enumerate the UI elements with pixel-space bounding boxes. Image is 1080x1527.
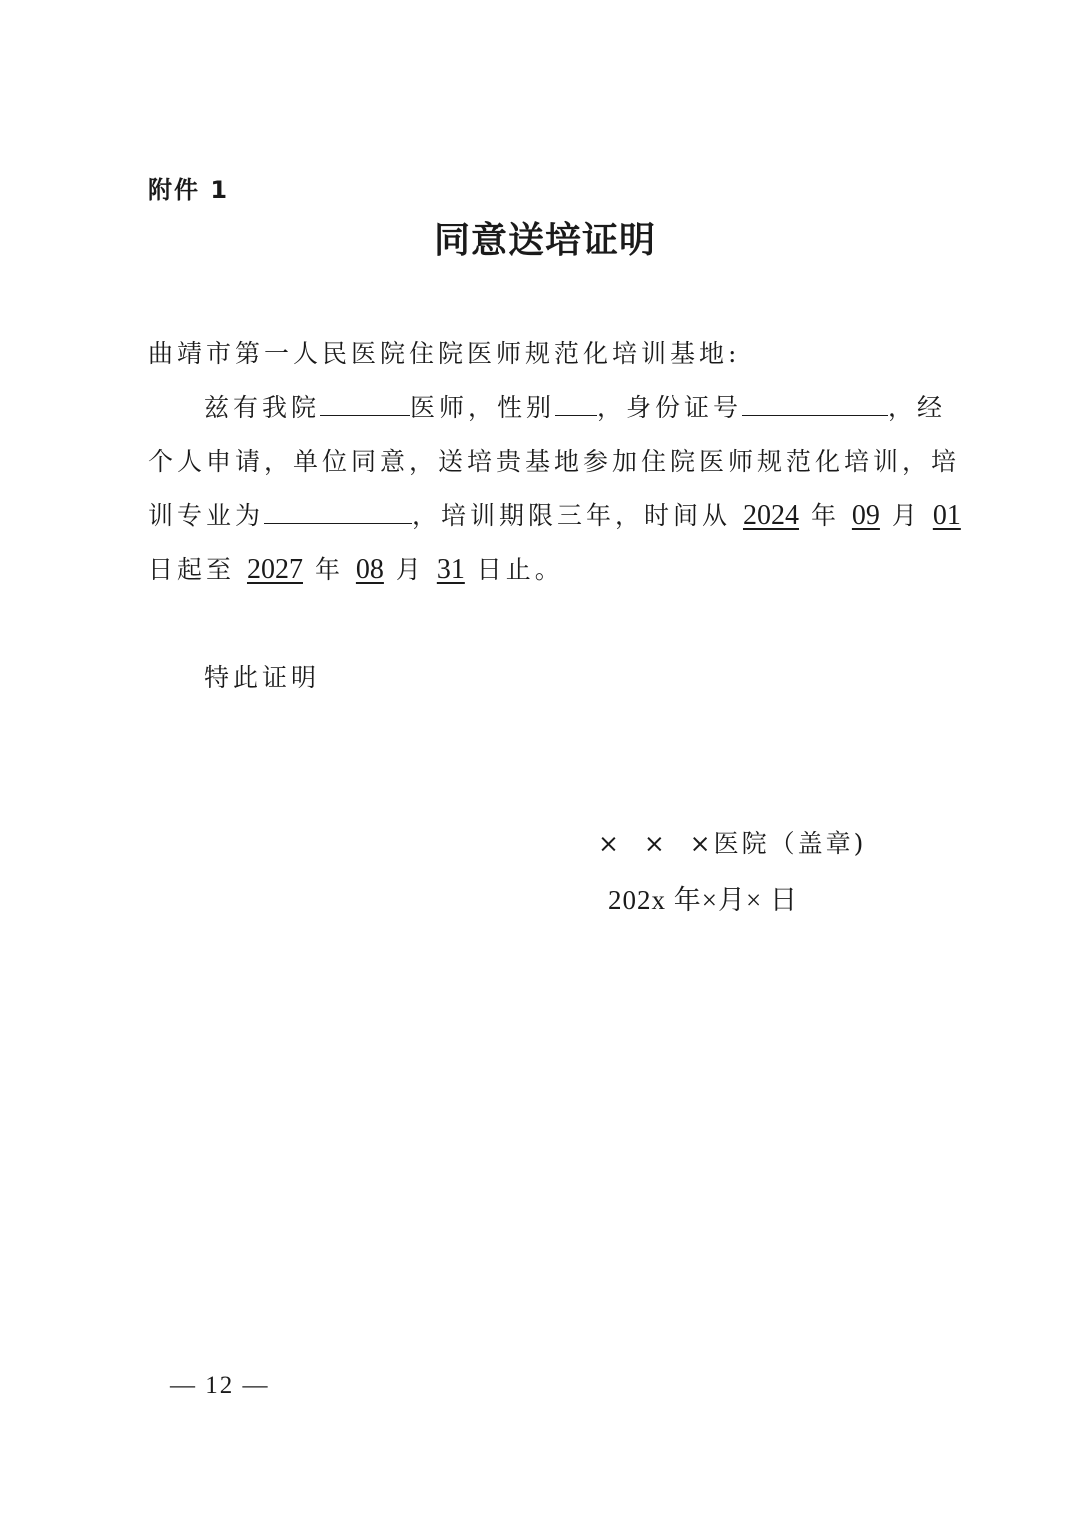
major-blank bbox=[264, 497, 412, 524]
attachment-label: 附件 1 bbox=[148, 176, 230, 204]
body-text: 训专业为 bbox=[148, 501, 265, 530]
body-text: ，身份证号 bbox=[597, 393, 743, 422]
gender-blank bbox=[555, 389, 597, 416]
body-text: 日止。 bbox=[476, 555, 564, 584]
id-number-blank bbox=[742, 389, 888, 416]
body-text: 月 bbox=[395, 555, 425, 584]
hospital-signature: × × ×医院（盖章) bbox=[598, 829, 867, 858]
start-day: 01 bbox=[932, 500, 961, 531]
body-text: 兹有我院 bbox=[204, 393, 321, 422]
start-month: 09 bbox=[851, 500, 880, 531]
body-text: 年 bbox=[314, 555, 344, 584]
body-text: ，经 bbox=[888, 393, 947, 422]
body-line-4 bbox=[148, 550, 564, 590]
page-number: — 12 — bbox=[170, 1372, 270, 1399]
closing-text: 特此证明 bbox=[204, 663, 321, 692]
body-line-3 bbox=[148, 496, 961, 536]
end-year: 2027 bbox=[246, 554, 303, 585]
body-text: 起至 bbox=[177, 555, 236, 584]
body-line-1 bbox=[204, 388, 946, 428]
body-line-2: 个人申请，单位同意，送培贵基地参加住院医师规范化培训，培 bbox=[148, 447, 961, 476]
body-text: 日 bbox=[148, 555, 178, 584]
name-blank bbox=[320, 389, 410, 416]
end-day: 31 bbox=[436, 554, 465, 585]
end-month: 08 bbox=[355, 554, 384, 585]
start-year: 2024 bbox=[742, 500, 799, 531]
signature-date: 202x 年×月× 日 bbox=[608, 885, 798, 915]
salutation: 曲靖市第一人民医院住院医师规范化培训基地: bbox=[148, 339, 741, 368]
body-text: ，培训期限三年，时间从 bbox=[412, 501, 732, 530]
body-text: 医师，性别 bbox=[410, 393, 556, 422]
document-title: 同意送培证明 bbox=[433, 220, 656, 261]
body-text: 年 bbox=[810, 501, 840, 530]
body-text: 月 bbox=[891, 501, 921, 530]
